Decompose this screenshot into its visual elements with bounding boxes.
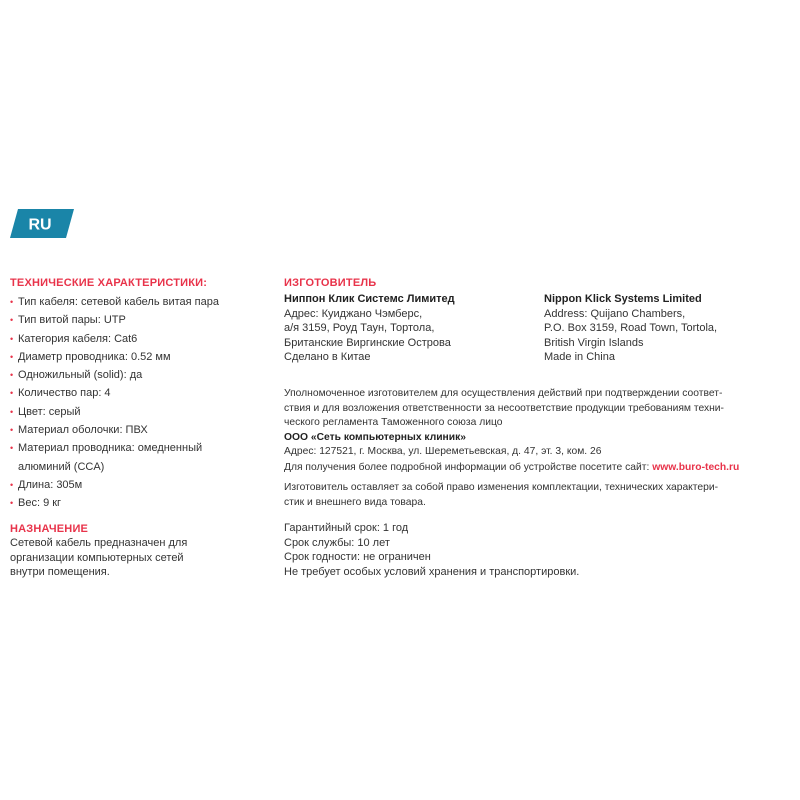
manufacturer-ru-name: Ниппон Клик Системс Лимитед (284, 293, 455, 305)
spec-item: • Тип витой пары: UTP (10, 314, 126, 327)
purpose-text: Сетевой кабель предназначен для организации компьютерных сетей внутри помещения. (10, 537, 188, 578)
spec-item: • Вес: 9 кг (10, 497, 62, 510)
manufacturer-title: ИЗГОТОВИТЕЛЬ (284, 277, 377, 289)
spec-item: • Длина: 305м (10, 478, 83, 491)
spec-item: • Материал проводника: омедненный (10, 442, 203, 455)
manufacturer-ru: Ниппон Клик Системс Лимитед Адрес: Куиджано Чэмберс, а/я 3159, Роуд Таун, Тортола, Британские Виргинские Острова Сделано в Китае (284, 293, 455, 363)
spec-item: • Категория кабеля: Cat6 (10, 332, 138, 345)
language-badge (10, 209, 74, 238)
rights-text: Изготовитель оставляет за собой право изменения комплектации, технических характери- стик и внешнего вида товара. (284, 482, 719, 508)
manufacturer-en: Nippon Klick Systems Limited Address: Quijano Chambers, P.O. Box 3159, Road Town, Tortola, British Virgin Islands Made in China (544, 293, 718, 363)
site-link[interactable]: www.buro-tech.ru (652, 462, 740, 473)
specs-list (10, 293, 250, 513)
spec-item-continuation: алюминий (CCA) (18, 460, 105, 473)
specs-title: ТЕХНИЧЕСКИЕ ХАРАКТЕРИСТИКИ: (10, 277, 208, 289)
spec-item: • Диаметр проводника: 0.52 мм (10, 350, 171, 363)
spec-item: • Количество пар: 4 (10, 387, 111, 400)
authorized-company: ООО «Сеть компьютерных клиник» (284, 431, 466, 443)
info-line: Для получения более подробной информации об устройстве посетите сайт: www.buro-tech.ru (284, 462, 740, 473)
spec-item: • Тип кабеля: сетевой кабель витая пара (10, 296, 219, 308)
terms-text: Гарантийный срок: 1 год Срок службы: 10 лет Срок годности: не ограничен Не требует особых условий хранения и транспортировки. (284, 522, 580, 578)
spec-item: • Одножильный (solid): да (10, 369, 143, 382)
authorized-address: Адрес: 127521, г. Москва, ул. Шереметьевская, д. 47, эт. 3, ком. 26 (284, 446, 602, 458)
manufacturer-en-name: Nippon Klick Systems Limited (544, 293, 702, 305)
authorized-text: Уполномоченное изготовителем для осуществления действий при подтверждении соответ- ствия и для возложения ответственности за несоответствие продукции требованиям техни- ческого регламента Таможенного союза лицо ООО «Сеть компьютерных клиник» Адрес: 127521, г. Москва, ул. Шереметьевская, д. 47, эт. 3, ком. 26 (284, 387, 724, 460)
spec-item: • Материал оболочки: ПВХ (10, 424, 148, 437)
spec-item: • Цвет: серый (10, 405, 81, 418)
purpose-title: НАЗНАЧЕНИЕ (10, 523, 89, 535)
badge-label: RU (28, 216, 52, 234)
